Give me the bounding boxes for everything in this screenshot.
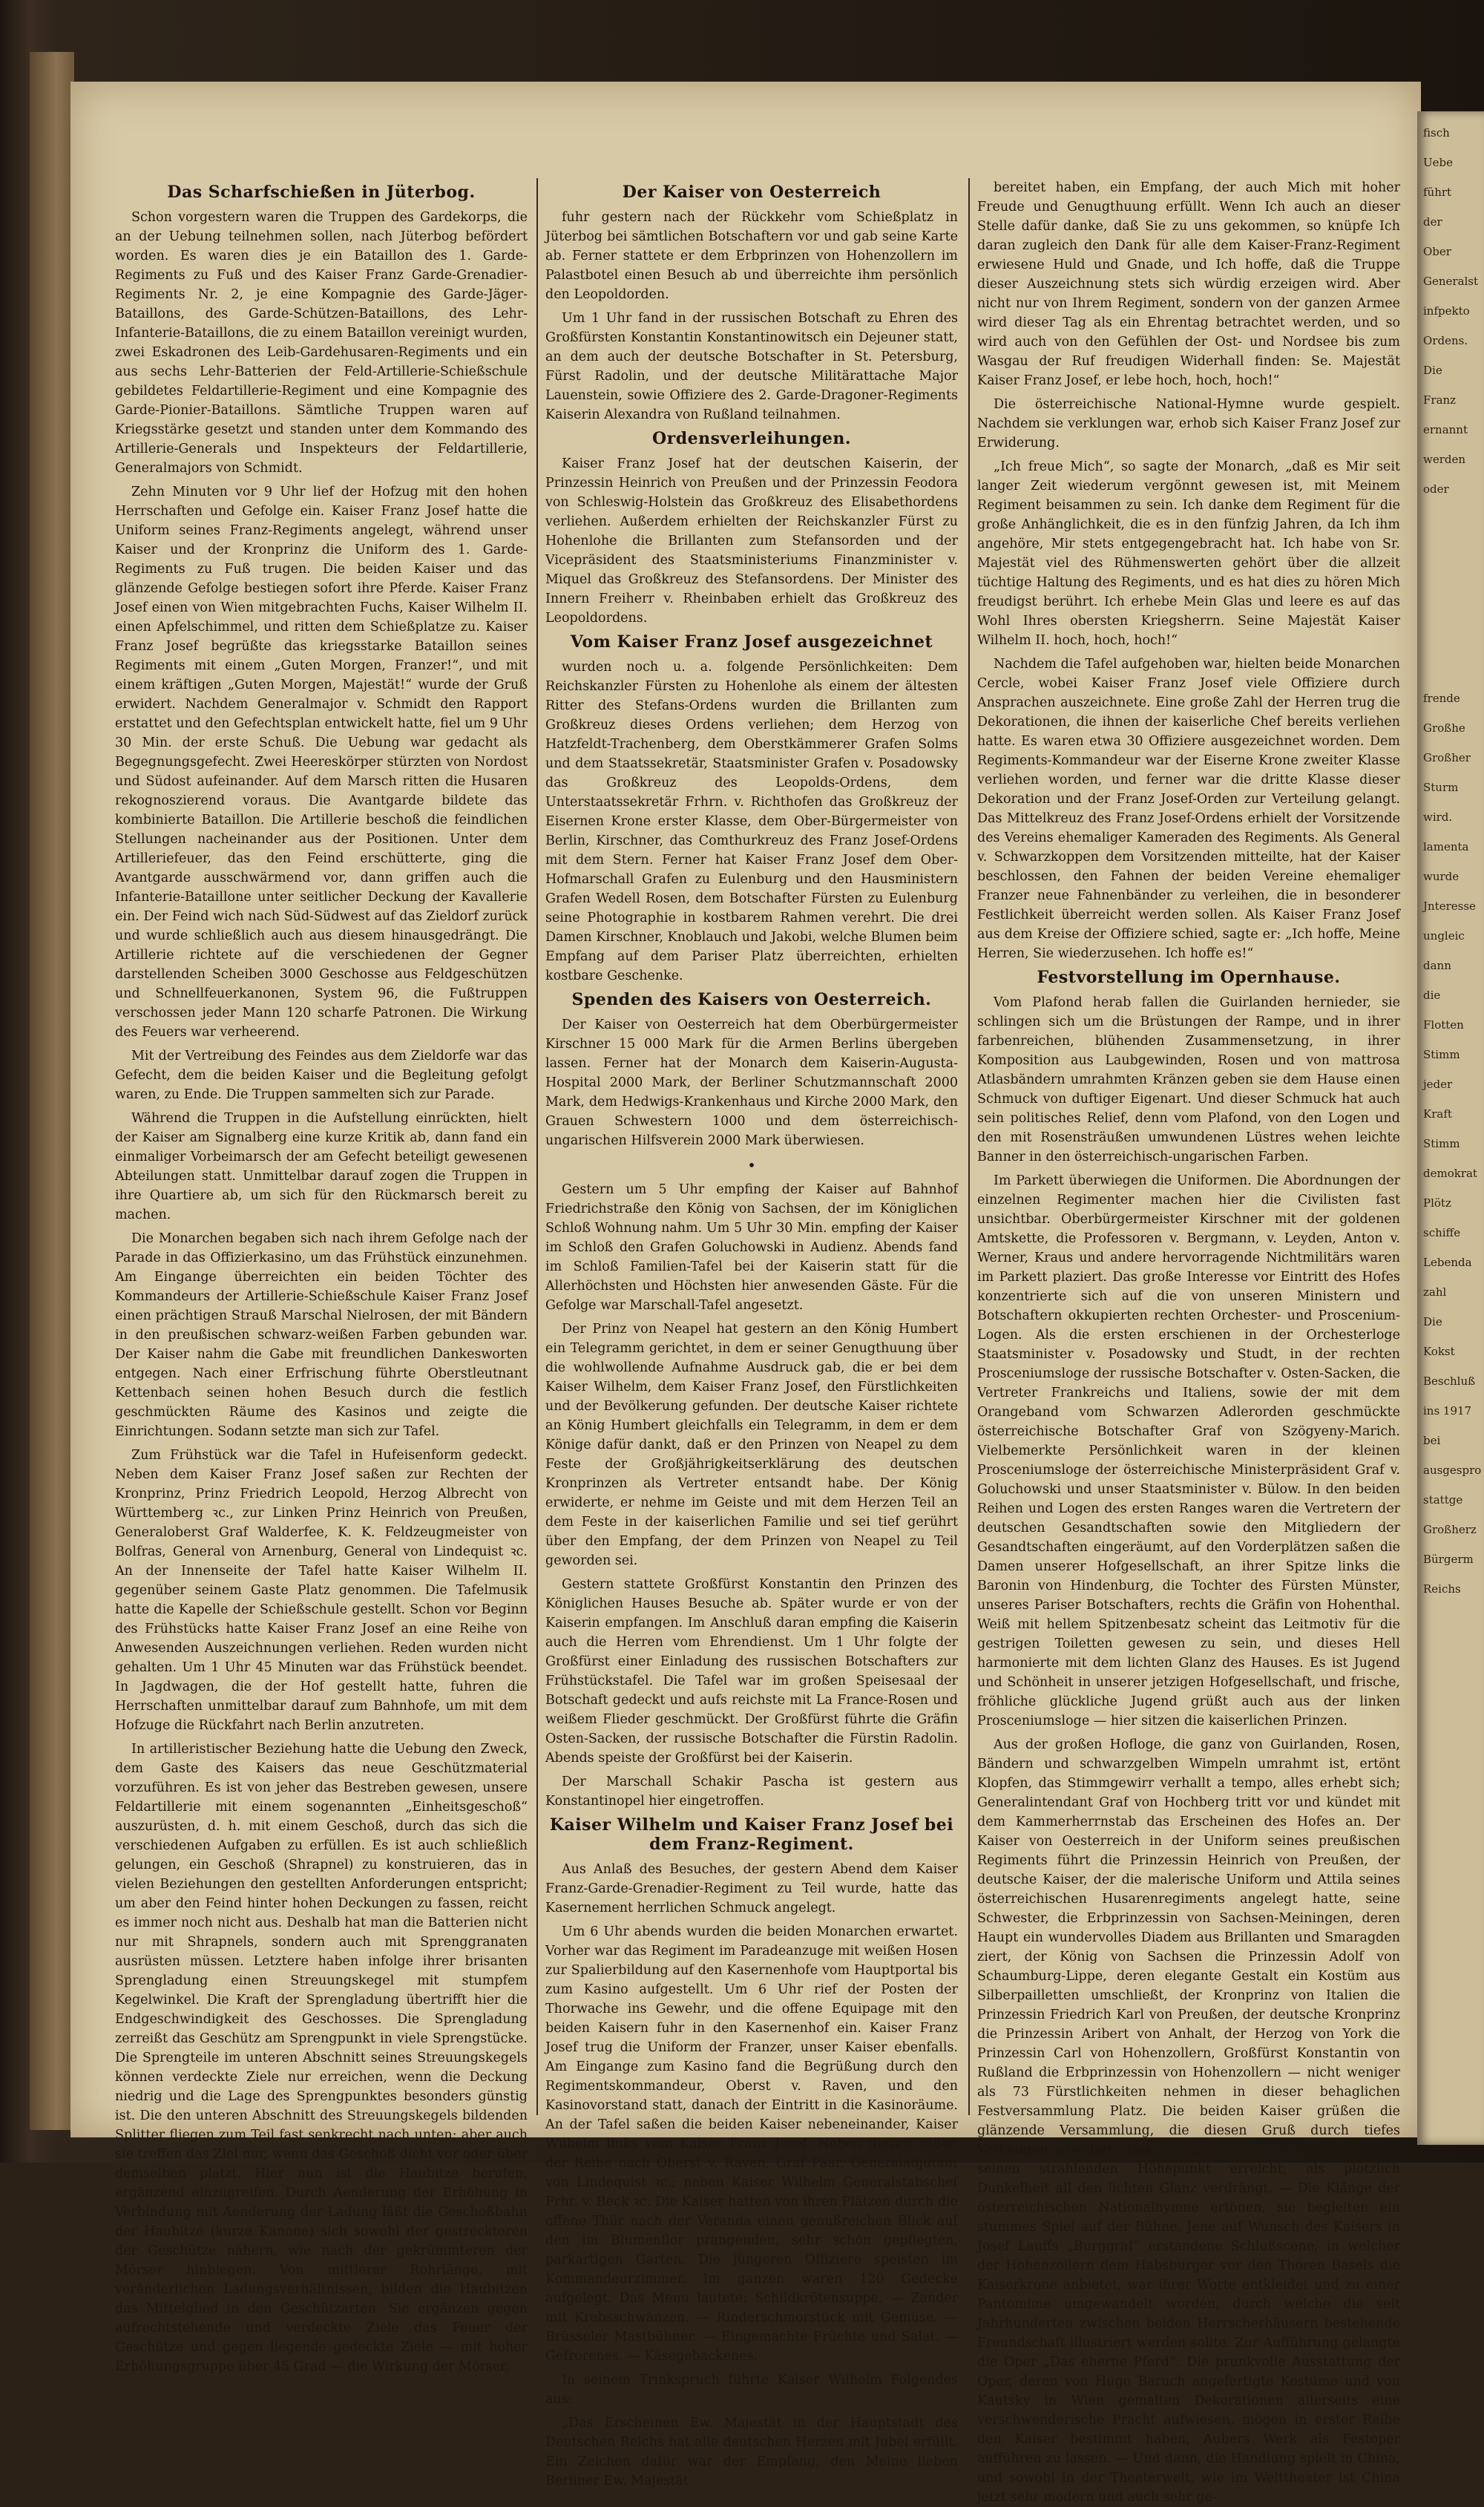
column-2 [545, 178, 958, 2488]
fragment-line: schiffe [1423, 1226, 1461, 1239]
paragraph: Zum Frühstück war die Tafel in Hufeisenform gedeckt. Neben dem Kaiser Franz Josef saßen zur Rechten der Kronprinz, Prinz Friedrich Leopold, Herzog Albrecht von Württemberg ꝛc., zur Linken Prinz Heinrich von Preußen, Generaloberst Graf Walderfee, K. K. Feldzeugmeister von Bolfras, General von Arnenburg, General von Lindequist ꝛc. An der Innenseite der Tafel hatte Kaiser Wilhelm II. gegenüber seinem Gaste Platz genommen. Die Tafelmusik hatte die Kapelle der Schießschule gestellt. Schon vor Beginn des Frühstücks hatte Kaiser Franz Josef an eine Reihe von Anwesenden Auszeichnungen verliehen. Reden wurden nicht gehalten. Um 1 Uhr 45 Minuten war das Frühstück beendet. In Jagdwagen, die der Hof gestellt hatte, fuhren die Herrschaften unmittelbar darauf zum Bahnhofe, um mit dem Hofzuge die Rückfahrt nach Berlin anzutreten. [115, 1448, 528, 1733]
paragraph: Der Kaiser von Oesterreich hat dem Oberbürgermeister Kirschner 15 000 Mark für die Armen Berlins übergeben lassen. Ferner hat der Monarch dem Kaiserin-Augusta-Hospital 2000 Mark, der Berliner Schutzmannschaft 2000 Mark, dem Hedwigs-Krankenhaus und Kirche 2000 Mark, den Grauen Schwestern 1000 und dem österreichisch-ungarischen Hilfsverein 2000 Mark überwiesen. [545, 1017, 958, 1148]
fragment-line: Uebe [1423, 156, 1453, 169]
paragraph: Aus Anlaß des Besuches, der gestern Abend dem Kaiser Franz-Garde-Grenadier-Regiment zu Teil wurde, hatte das Kasernement herrlichen Schmuck angelegt. [545, 1862, 958, 1916]
fragment-line: Stimm [1423, 1137, 1460, 1150]
fragment-line: Beschluß [1423, 1374, 1476, 1388]
column-3 [977, 178, 1400, 2505]
fragment-line: ins 1917 [1423, 1404, 1472, 1418]
section-separator: • [747, 1156, 756, 1174]
fragment-line: der [1423, 215, 1442, 229]
fragment-line: jeder [1423, 1078, 1453, 1091]
paragraph: Die österreichische National-Hymne wurde gespielt. Nachdem sie verklungen war, erhob sich Kaiser Franz Josef zur Erwiderung. [977, 397, 1400, 450]
paragraph: Der Prinz von Neapel hat gestern an den König Humbert ein Telegramm gerichtet, in dem er seiner Genugthuung über die wohlwollende Aufnahme Ausdruck gab, die er bei dem Kaiser Wilhelm, dem Kaiser Franz Josef, den Fürstlichkeiten und der Bevölkerung gefunden. Der deutsche Kaiser richtete an König Humbert gleichfalls ein Telegramm, in dem er dem Könige dafür dankt, daß er den Prinzen von Neapel zu dem Feste der Großjährigkeitserklärung des deutschen Kronprinzen als Vertreter entsandt habe. Der König erwiderte, er nehme im Geiste und mit dem Herzen Teil an dem Feste in der kaiserlichen Familie und sei tief gerührt über den Empfang, der dem Prinzen von Neapel zu Teil geworden sei. [545, 1322, 958, 1568]
paragraph: Gestern um 5 Uhr empfing der Kaiser auf Bahnhof Friedrichstraße den König von Sachsen, der im Königlichen Schloß Wohnung nahm. Um 5 Uhr 30 Min. empfing der Kaiser im Schloß den Grafen Goluchowski in Audienz. Abends fand im Schloß Familien-Tafel bei der Kaiserin statt für die Allerhöchsten und Höchsten hier anwesenden Gäste. Für die Gefolge war Marschall-Tafel angesetzt. [545, 1182, 958, 1313]
fragment-line: bei [1423, 1434, 1441, 1447]
fragment-line: lamenta [1423, 840, 1469, 853]
fragment-line: Die [1423, 1315, 1442, 1328]
newspaper-page [70, 82, 1421, 2505]
fragment-line: Großherz [1423, 1523, 1477, 1536]
article-heading: Vom Kaiser Franz Josef ausgezeichnet [570, 632, 933, 652]
fragment-line: Großhe [1423, 721, 1465, 735]
fragment-line: Flotten [1423, 1018, 1464, 1032]
fragment-line: Großher [1423, 751, 1471, 764]
fragment-line: Ordens. [1423, 334, 1468, 347]
paragraph: Gestern stattete Großfürst Konstantin den Prinzen des Königlichen Hauses Besuche ab. Später wurde er von der Kaiserin empfangen. Im Anschluß daran empfing die Kaiserin auch die Herren vom Ehrendienst. Um 1 Uhr folgte der Großfürst einer Einladung des russischen Botschafters zur Frühstückstafel. Die Tafel war im großen Speisesaal der Botschaft gedeckt und aufs reichste mit La France-Rosen und weißem Flieder geschmückt. Der Großfürst führte die Gräfin Osten-Sacken, der russische Botschafter die Fürstin Radolin. Abends speiste der Großfürst bei der Kaiserin. [545, 1577, 958, 1766]
paragraph: Kaiser Franz Josef hat der deutschen Kaiserin, der Prinzessin Heinrich von Preußen und der Prinzessin Feodora von Schleswig-Holstein das Großkreuz des Elisabethordens verliehen. Außerdem erhielten der Reichskanzler Fürst zu Hohenlohe die Brillanten zum Stefansorden und der Vicepräsident des Staatsministeriums Finanzminister v. Miquel das Großkreuz des Stefansordens. Der Minister des Innern Freiherr v. Rheinbaben erhielt das Großkreuz des Leopoldordens. [545, 456, 958, 626]
fragment-line: Jnteresse [1423, 899, 1476, 913]
article-heading: Ordensverleihungen. [651, 429, 852, 448]
fragment-line: Ober [1423, 245, 1451, 258]
fragment-line: stattge [1423, 1493, 1463, 1507]
paragraph: Mit der Vertreibung des Feindes aus dem Zieldorfe war das Gefecht, dem die beiden Kaiser und die Begleitung gefolgt waren, zu Ende. Die Truppen sammelten sich zur Parade. [115, 1049, 528, 1102]
paragraph: bereitet haben, ein Empfang, der auch Mich mit hoher Freude und Genugthuung erfüllt. Wenn Ich auch an dieser Stelle dafür danke, daß Sie zu uns gekommen, so knüpfe Ich daran zugleich den Dank für alle dem Kaiser-Franz-Regiment erwiesene Huld und Gnade, und Ich hoffe, daß die Truppe dieser Auszeichnung stets sich würdig erzeigen wird. Aber nicht nur von Ihrem Regiment, sondern von der ganzen Armee wird dieser Tag als ein Ehrentag betrachtet werden, und so wird auch von den Gefühlen der Ost- und Nordsee bis zum Wasgau der Ruf freudigen Widerhall finden: Se. Majestät Kaiser Franz Josef, er lebe hoch, hoch, hoch!“ [977, 180, 1400, 388]
paragraph: Die Monarchen begaben sich nach ihrem Gefolge nach der Parade in das Offizierkasino, um das Frühstück einzunehmen. Am Eingange überreichten ein beiden Töchter des Kommandeurs der Artillerie-Schießschule Kaiser Franz Josef einen prächtigen Strauß Marschal Nielrosen, der mit Bändern in den preußischen schwarz-weißen Farben gebunden war. Der Kaiser nahm die Gabe mit freundlichen Dankesworten entgegen. Nach einer Erfrischung führte Oberstleutnant Kettenbach seinen hohen Besuch durch die festlich geschmückten Räume des Kasinos und zeigte die Einrichtungen. Sodann setzte man sich zur Tafel. [115, 1231, 528, 1439]
fragment-line: dann [1423, 959, 1451, 972]
article-heading: Der Kaiser von Oesterreich [622, 183, 881, 202]
fragment-line: zahl [1423, 1285, 1447, 1299]
fragment-line: frende [1423, 692, 1460, 705]
column-1 [115, 178, 528, 2374]
paragraph: Um 1 Uhr fand in der russischen Botschaft zu Ehren des Großfürsten Konstantin Konstantinowitsch ein Dejeuner statt, an dem auch der deutsche Botschafter in St. Petersburg, Fürst Radolin, und der deutsche Militärattache Major Lauenstein, sowie Offiziere des 2. Garde-Dragoner-Regiments Kaiserin Alexandra von Rußland teilnahmen. [545, 311, 958, 422]
paragraph: Im Parkett überwiegen die Uniformen. Die Abordnungen der einzelnen Regimenter machen hier die Civilisten fast unsichtbar. Oberbürgermeister Kirschner mit der goldenen Amtskette, die Professoren v. Bergmann, v. Leyden, Anton v. Werner, Kraus und andere hervorragende Nichtmilitärs waren im Parkett plaziert. Das große Interesse vor Eintritt des Hofes konzentrierte sich auf die von unseren Ministern und Botschaftern okkupierten rechten Orchester- und Proscenium-Logen. Als die ersten erschienen in der Orchesterloge Staatsminister v. Posadowsky und Studt, in der rechten Prosceniumsloge der russische Botschafter v. Osten-Sacken, die Vertreter Frankreichs und Italiens, sowie der mit dem Orangeband vom Schwarzen Adlerorden geschmückte österreichische Botschafter Graf von Szögyeny-Marich. Vielbemerkte Persönlichkeit waren in der kleinen Prosceniumsloge der österreichische Ministerpräsident Graf v. Goluchowski und unser Staatsminister v. Bülow. In den beiden Reihen und Logen des ersten Ranges waren die Vertretern der deutschen Gesandtschaften sowie den Mitgliedern der Gesandtschaften eingeräumt, auf den Vorderplätzen saßen die Damen unserer Hofgesellschaft, an ihrer Spitze links die Baronin von Hindenburg, die Tochter des Fürsten Münster, unseres Pariser Botschafters, rechts die Gräfin von Hohenthal. Weiß mit hellem Spitzenbesatz scheint das Leitmotiv für die gestrigen Toiletten gewesen zu sein, und dieses Hell harmonierte mit dem lichten Glanz des Hauses. Es ist Jugend und Schönheit in unserer jetzigen Hofgesellschaft, und frische, fröhliche glückliche Jugend grüßt auch aus der linken Prosceniumsloge — hier sitzen die kaiserlichen Prinzen. [977, 1173, 1400, 1728]
book-spine [30, 52, 74, 2130]
fragment-line: Franz [1423, 393, 1457, 407]
article-heading: Kaiser Wilhelm und Kaiser Franz Josef bei dem Franz-Regiment. [549, 1815, 954, 1854]
fragment-line: fisch [1423, 126, 1450, 140]
fragment-line: demokrat [1423, 1167, 1477, 1180]
fragment-line: Kraft [1423, 1107, 1452, 1121]
fragment-line: ernannt [1423, 423, 1468, 436]
paragraph: Nachdem die Tafel aufgehoben war, hielten beide Monarchen Cercle, wobei Kaiser Franz Josef viele Offiziere durch Ansprachen auszeichnete. Eine große Zahl der Herren trug die Dekorationen, die ihnen der kaiserliche Chef bereits verliehen hatte. Es waren etwa 30 Offiziere ausgezeichnet worden. Dem Regiments-Kommandeur war der Eiserne Krone zweiter Klasse verliehen worden, und ferner war die dritte Klasse dieser Dekoration und der Franz Josef-Orden zur Verteilung gelangt. Das Mittelkreuz des Franz Josef-Ordens erhielt der Vorsitzende des Vereins ehemaliger Kameraden des Regiments. Als General v. Schwarzkoppen dem Vorsitzenden mitteilte, hat der Kaiser beschlossen, den Fahnen der beiden Vereine ehemaliger Franzer neue Fahnenbänder zu verleihen, die in besonderer Festlichkeit überreicht werden sollen. Als Kaiser Franz Josef aus dem Kreise der Offiziere schied, sagte er: „Ich hoffe, Meine Herren, Sie wiederzusehen. Ich hoffe es!“ [977, 657, 1400, 961]
fragment-line: Stimm [1423, 1048, 1460, 1061]
article-heading: Das Scharfschießen in Jüterbog. [167, 183, 476, 202]
paragraph: wurden noch u. a. folgende Persönlichkeiten: Dem Reichskanzler Fürsten zu Hohenlohe als einem der ältesten Ritter des Stefans-Ordens wurden die Brillanten zum Großkreuz dieses Ordens verliehen; dem Herzog von Hatzfeldt-Trachenberg, dem Oberstkämmerer Grafen Solms und dem Staatssekretär, Staatsminister Grafen v. Posadowsky das Großkreuz des Leopolds-Ordens, dem Unterstaatssekretär Frhrn. v. Richthofen das Großkreuz der Eisernen Krone erster Klasse, dem Ober-Bürgermeister von Berlin, Kirschner, das Comthurkreuz des Franz Josef-Ordens mit dem Stern. Ferner hat Kaiser Franz Josef dem Ober-Hofmarschall Grafen zu Eulenburg und den Hausministern Grafen Wedell Rosen, dem Botschafter Fürsten zu Eulenburg seine Photographie in kostbarem Rahmen verehrt. Die drei Damen Kirschner, Knoblauch und Jakobi, welche Blumen beim Empfang auf dem Pariser Platz überreichten, erhielten kostbare Geschenke. [545, 660, 958, 983]
fragment-line: Lebenda [1423, 1256, 1472, 1269]
paragraph: Vom Plafond herab fallen die Guirlanden hernieder, sie schlingen sich um die Brüstungen der Rampe, und in ihrer farbenreichen, blühenden Zusammensetzung, in ihrer Komposition aus Laubgewinden, Rosen und von mattrosa Atlasbändern umrahmten Kränzen geben sie dem Hause einen Schmuck von duftiger Eigenart. Und dieser Schmuck hat auch sein politisches Relief, denn vom Plafond, von den Logen und den mit Rosensträußen umwundenen Lüstres wehen leichte Banner in den österreichisch-ungarischen Farben. [977, 995, 1400, 1164]
fragment-line: wurde [1423, 870, 1460, 883]
paragraph: Der Marschall Schakir Pascha ist gestern aus Konstantinopel hier eingetroffen. [545, 1774, 958, 1809]
fragment-line: die [1423, 989, 1441, 1002]
fragment-line: Bürgerm [1423, 1553, 1474, 1566]
fragment-line: Kokst [1423, 1345, 1455, 1358]
fragment-line: Die [1423, 364, 1442, 377]
fragment-line: führt [1423, 186, 1452, 199]
paragraph: fuhr gestern nach der Rückkehr vom Schießplatz in Jüterbog bei sämtlichen Botschaftern vor und gab seine Karte ab. Ferner stattete er dem Erbprinzen von Hohenzollern im Palastbotel einen Besuch ab und überreichte ihm persönlich den Leopoldorden. [545, 210, 958, 302]
paragraph: Um 6 Uhr abends wurden die beiden Monarchen erwartet. Vorher war das Regiment im Paradeanzuge mit weißen Hosen zur Spalierbildung auf den Kasernenhofe vom Hauptportal bis zum Kasino aufgestellt. Um 6 Uhr rief der Posten der Thorwache ins Gewehr, und die offene Equipage mit den beiden Kaisern fuhr in den Kasernenhof ein. Kaiser Franz Josef trug die Uniform der Franzer, unser Kaiser ebenfalls. Am Eingange zum Kasino fand die Begrüßung durch den Regimentskommandeur, Oberst v. Raven, und den Kasinovorstand statt, danach der Eintritt in die Kasinoräume. An der Tafel saßen die beiden Kaiser nebeneinander, Kaiser Wilhelm links vom Kaiser Franz Josef. Neben diesen saßen der Reihe nach Oberst v. Raven, Graf Paar, Generaladjutant von Lindequist ꝛc.; neben Kaiser Wilhelm Generalstabschef Frhr. v. Beck ꝛc. Die Kaiser hatten von ihren Plätzen durch die offene Thür nach der Veranda einen genußreichen Blick auf den im Blumenflor prangenden, sehr schön gepflegten, parkartigen Garten. Die jüngeren Offiziere speisten im Kommandeurzimmer. Im ganzen waren 120 Gedecke aufgelegt. Das Menu lautete: Schildkrötensuppe. — Zander mit Krebsschwänzen. — Rinderschmorstück mit Gemüse. — Brüsseler Mastbühner. — Eingemachte Früchte und Salat. — Gefrorenes. — Käsegebackenes. [545, 1924, 958, 2364]
paragraph: Zehn Minuten vor 9 Uhr lief der Hofzug mit den hohen Herrschaften und Gefolge ein. Kaiser Franz Josef hatte die Uniform seines Franz-Regiments angelegt, während unser Kaiser und der Kronprinz die Uniform des 1. Garde-Regiments zu Fuß trugen. Die beiden Kaiser und das glänzende Gefolge bestiegen sofort ihre Pferde. Kaiser Franz Josef einen von Wien mitgebrachten Fuchs, Kaiser Wilhelm II. einen Apfelschimmel, und ritten dem Schießplatze zu. Kaiser Franz Josef begrüßte das kriegsstarke Bataillon seines Regiments mit einem „Guten Morgen, Franzer!“, und mit einem kräftigen „Guten Morgen, Majestät!“ wurde der Gruß erwidert. Nachdem Generalmajor v. Schmidt den Rapport erstattet und den Gefechtsplan entwickelt hatte, fiel um 9 Uhr 30 Min. der erste Schuß. Die Uebung war gedacht als Begegnungsgefecht. Zwei Heereskörper stürzten von Nordost und Südost aufeinander. Auf dem Marsch ritten die Husaren rekognoszierend voraus. Die Avantgarde bildete das kombinierte Bataillon. Die Artillerie beschoß die feindlichen Stellungen nacheinander aus der Positionen. Unter dem Artilleriefeuer, das den Feind erschütterte, ging die Avantgarde ausschwärmend vor, dann griffen auch die Infanterie-Bataillone unter seitlicher Deckung der Kavallerie ein. Der Feind wich nach Süd-Südwest auf das Zieldorf zurück und wurde schließlich auch aus diesem hinausgedrängt. Die Artillerie richtete auf die verschiedenen der Gegner darstellenden Scheiben 3000 Geschosse aus Feldgeschützen und Schnellfeuerkanonen, System 96, die Fußtruppen verschossen jeder Mann 120 scharfe Patronen. Die Wirkung des Feuers war verheerend. [115, 485, 528, 1040]
adjacent-page-fragment [1417, 111, 1484, 2145]
fragment-line: infpekto [1423, 304, 1470, 318]
paragraph: Schon vorgestern waren die Truppen des Gardekorps, die an der Uebung teilnehmen sollen, nach Jüterbog befördert worden. Es waren dies je ein Bataillon des 1. Garde-Regiments zu Fuß und des Kaiser Franz Garde-Grenadier-Regiments Nr. 2, je eine Kompagnie des Garde-Jäger-Bataillons, des Garde-Schützen-Bataillons, des Lehr-Infanterie-Bataillons, die zu einem Bataillon vereinigt wurden, zwei Eskadronen des Leib-Gardehusaren-Regiments und ein aus sechs Lehr-Batterien der Feld-Artillerie-Schießschule gebildetes Feldartillerie-Regiment und eine Kompagnie des Garde-Pionier-Bataillons. Sämtliche Truppen waren auf Kriegsstärke gesetzt und standen unter dem Kommando des Artillerie-Generals und Inspekteurs der Feldartillerie, Generalmajors von Schmidt. [115, 210, 528, 476]
fragment-line: werden [1423, 453, 1466, 466]
column-rule [536, 178, 538, 2115]
fragment-line: oder [1423, 482, 1449, 496]
article-heading: Festvorstellung im Opernhause. [1037, 968, 1341, 987]
fragment-line: Plötz [1423, 1196, 1451, 1210]
paragraph: In artilleristischer Beziehung hatte die Uebung den Zweck, dem Gaste des Kaisers das neue Geschützmaterial vorzuführen. Es ist von jeher das Bestreben gewesen, unsere Feldartillerie mit einem sogenannten „Einheitsgeschoß“ auszurüsten, d. h. mit einem Geschoß, durch das sich die verschiedenen Aufgaben zu erfüllen. Es ist auch schließlich gelungen, ein Geschoß (Shrapnel) zu konstruieren, das in vielen Beziehungen den gestellten Anforderungen entspricht; um aber den Feind hinter hohen Deckungen zu fassen, reicht es immer noch nicht aus. Deshalb hat man die Batterien nicht nur mit Shrapnels, sondern auch mit Sprenggranaten ausrüsten müssen. Letztere haben infolge ihrer brisanten Sprengladung einen Streuungskegel mit stumpfem Kegelwinkel. Die Kraft der Sprengladung übertrifft hier die Endgeschwindigkeit des Geschosses. Die Sprengladung zerreißt das Geschütz am Sprengpunkt in viele Sprengstücke. Die Sprengteile im unteren Abschnitt seines Streuungskegels können verdeckte Ziele nur erreichen, wenn die Deckung niedrig und die Lage des Sprengpunktes besonders günstig ist. Die den unteren Abschnitt des Streuungskegels bildenden Splitter fliegen zum Teil fast senkrecht nach unten; aber auch sie treffen das Ziel nur, wenn das Geschoß dicht vor oder über demselben platzt. Hier nun ist die Haubitze berufen, ergänzend einzugreifen. Durch Aenderung der Erhöhung in Verbindung mit Aenderung der Ladung läßt die Geschoßbahn der Haubitze (kurze Kanone) sich sowohl der gestreckteren der Geschütze nähern, wie nach der gekrümmteren der Mörser hinbiegen. Von mittlerer Rohrlänge, mit veränderlichen Ladungsverhältnissen, bilden die Haubitzen das Mittelglied in den Geschützarten. Sie ergänzen gegen aufrechtstehende und verdeckte Ziele das Feuer der Geschütze und gegen liegende gedeckte Ziele — mit hoher Erhöhungsgruppe über 45 Grad — die Wirkung der Mörser. [115, 1742, 528, 2374]
fragment-line: Generalst [1423, 275, 1479, 288]
fragment-line: ungleic [1423, 929, 1465, 943]
paragraph: Aus der großen Hofloge, die ganz von Guirlanden, Rosen, Bändern und schwarzgelben Wimpeln umrahmt ist, ertönt Klopfen, das Stimmgewirr verhallt a tempo, alles erhebt sich; Generalintendant Graf von Hochberg tritt vor und kündet mit dem Kammerherrnstab das Erscheinen des Hofes an. Der Kaiser von Oesterreich in der Uniform seines preußischen Regiments führt die Prinzessin Heinrich von Preußen, der deutsche Kaiser, der die malerische Uniform und Attila seines österreichischen Husarenregiments angelegt hatte, seine Schwester, die Erbprinzessin von Sachsen-Meiningen, deren Haupt ein wundervolles Diadem aus Brillanten und Smaragden ziert, der König von Sachsen die Prinzessin Adolf von Schaumburg-Lippe, deren elegante Gestalt ein Kostüm aus Silberpailletten umschließt, der Kronprinz von Italien die Prinzessin Friedrich Karl von Preußen, der deutsche Kronprinz die Prinzessin Aribert von Anhalt, der Herzog von York die Prinzessin Carl von Hohenzollern, Großfürst Konstantin von Rußland die Erbprinzessin von Hohenzollern — nicht weniger als 73 Fürstlichkeiten nehmen in dieser behaglichen Festversammlung Platz. Die beiden Kaiser grüßen die glänzende Versammlung, die diesen Gruß durch tiefes Verbeugen erwidert. Das Schauspiel im Zuschauerraum hat seinen strahlenden Höhepunkt erreicht, als plötzlich Dunkelheit all den lichten Glanz verdrängt. — Die Klänge der österreichischen Nationalhymne ertönen, sie begleiten ein stummes Spiel auf der Bühne. Jene auf Wunsch des Kaisers in Josef Lauffs „Burggraf“ erstandene Schlußscene, in welcher der Hohenzollern dem Habsburger vor den Thoren Basels die Kaiserkrone anbietet, war ihrer Worte entkleidet und zu einer Pantomime umgewandelt worden, durch welche die seit Jahrhunderten zwischen beiden Herrscherhäusern bestehende Freundschaft illustriert werden sollte. Zur Aufführung gelangte die Oper „Das eherne Pferd“. Die prunkvolle Ausstattung der Oper, deren von Hugo Baruch angefertigte Kostüme und von Kautsky in Wien gemalten Dekorationen allerseits eine verschwenderische Pracht aufwiesen, mögen in erster Reihe den Kaiser bestimmt haben, Aubers Werk als Festoper aufführen zu lassen. — Und dann, die Handlung spielt in China, und sowohl in der Theaterwelt, wie im Welttheater ist China jetzt sehr modern und auch sehr ge- [977, 1737, 1400, 2505]
article-heading: Spenden des Kaisers von Oesterreich. [571, 990, 932, 1009]
fragment-line: Reichs [1423, 1582, 1461, 1596]
fragment-line: ausgespro [1423, 1464, 1482, 1477]
paragraph: „Ich freue Mich“, so sagte der Monarch, „daß es Mir seit langer Zeit wiederum vergönnt gewesen ist, mit Meinem Regiment beisammen zu sein. Ich danke dem Regiment für die große Anhänglichkeit, die es in den fünfzig Jahren, da Ich ihm angehöre, Mir stets entgegengebracht hat. Ich habe von Sr. Majestät viel des Rühmenswerten gehört über die allzeit tüchtige Haltung des Regiments, und es hat dies zu hören Mich freudigst berührt. Ich erhebe Mein Glas und leere es auf das Wohl Ihres obersten Kriegsherrn. Seine Majestät Kaiser Wilhelm II. hoch, hoch, hoch!“ [977, 459, 1400, 648]
paragraph: In seinem Trinkspruch führte Kaiser Wilhelm Folgendes aus: [545, 2373, 958, 2407]
fragment-line: Sturm [1423, 781, 1459, 794]
column-rule [968, 178, 970, 2115]
paragraph: Während die Truppen in die Aufstellung einrückten, hielt der Kaiser am Signalberg eine kurze Kritik ab, dann fand ein einmaliger Vorbeimarsch der am Gefecht beteiligt gewesenen Abteilungen statt. Unmittelbar darauf zogen die Truppen in ihre Quartiere ab, um sich für den Rückmarsch bereit zu machen. [115, 1111, 528, 1222]
paragraph: „Das Erscheinen Ew. Majestät in der Hauptstadt des Deutschen Reichs hat alle deutschen Herzen mit Jubel erfüllt. Ein Zeichen dafür war der Empfang, den Meine lieben Berliner Ew. Majestät [545, 2416, 958, 2488]
fragment-line: wird. [1423, 810, 1453, 824]
